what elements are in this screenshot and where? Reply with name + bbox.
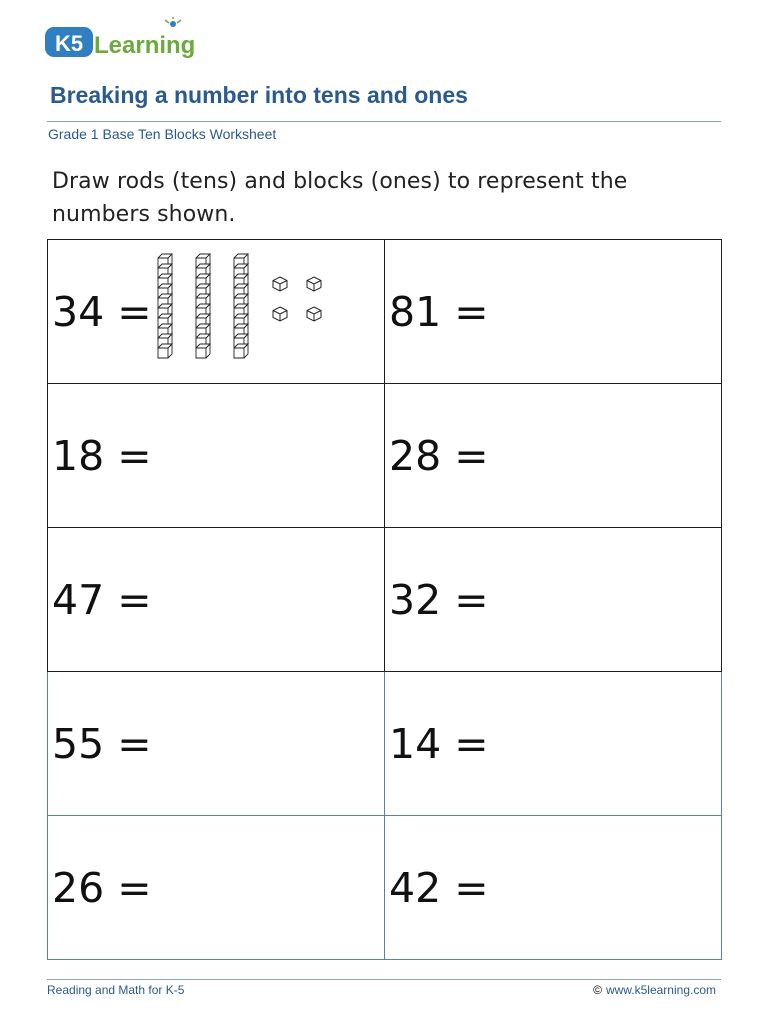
number-expression: 26 = <box>52 863 152 912</box>
ten-rod <box>234 254 248 358</box>
answer-cell[interactable] <box>48 816 385 960</box>
worksheet-row <box>48 816 722 960</box>
worksheet-row <box>48 672 722 816</box>
page-title: Breaking a number into tens and ones <box>50 82 468 108</box>
footer-divider <box>47 979 721 980</box>
footer-tagline: Reading and Math for K-5 <box>47 983 185 997</box>
number-expression: 42 = <box>389 863 489 912</box>
answer-cell[interactable] <box>385 384 722 528</box>
number-expression: 81 = <box>389 287 489 336</box>
svg-text:Learning: Learning <box>94 32 196 59</box>
number-expression: 55 = <box>52 719 152 768</box>
worksheet-row <box>48 240 722 384</box>
one-cube <box>273 277 287 291</box>
answer-cell[interactable] <box>48 384 385 528</box>
number-expression: 32 = <box>389 575 489 624</box>
worksheet-subtitle: Grade 1 Base Ten Blocks Worksheet <box>48 126 277 142</box>
ten-rod <box>196 254 210 358</box>
ten-rod <box>158 254 172 358</box>
number-expression: 34 = <box>52 287 152 336</box>
answer-cell[interactable] <box>48 672 385 816</box>
instructions-text: Draw rods (tens) and blocks (ones) to represent the numbers shown. <box>52 169 628 227</box>
k5-learning-logo <box>44 16 214 60</box>
worksheet-grid <box>47 239 722 960</box>
header-divider <box>47 121 721 122</box>
answer-cell[interactable] <box>385 816 722 960</box>
answer-cell[interactable] <box>385 672 722 816</box>
number-expression: 47 = <box>52 575 152 624</box>
base-ten-blocks-example <box>156 252 346 372</box>
footer-website <box>593 983 716 997</box>
one-cube <box>307 277 321 291</box>
copyright-symbol: © <box>593 983 602 997</box>
worksheet-row <box>48 528 722 672</box>
one-cube <box>307 307 321 321</box>
answer-cell[interactable] <box>385 528 722 672</box>
worksheet-row <box>48 384 722 528</box>
number-expression: 28 = <box>389 431 489 480</box>
answer-cell[interactable] <box>48 528 385 672</box>
answer-cell[interactable] <box>48 240 385 384</box>
number-expression: 14 = <box>389 719 489 768</box>
number-expression: 18 = <box>52 431 152 480</box>
one-cube <box>273 307 287 321</box>
svg-text:K5: K5 <box>54 31 84 56</box>
answer-cell[interactable] <box>385 240 722 384</box>
website-link[interactable]: www.k5learning.com <box>605 983 716 997</box>
